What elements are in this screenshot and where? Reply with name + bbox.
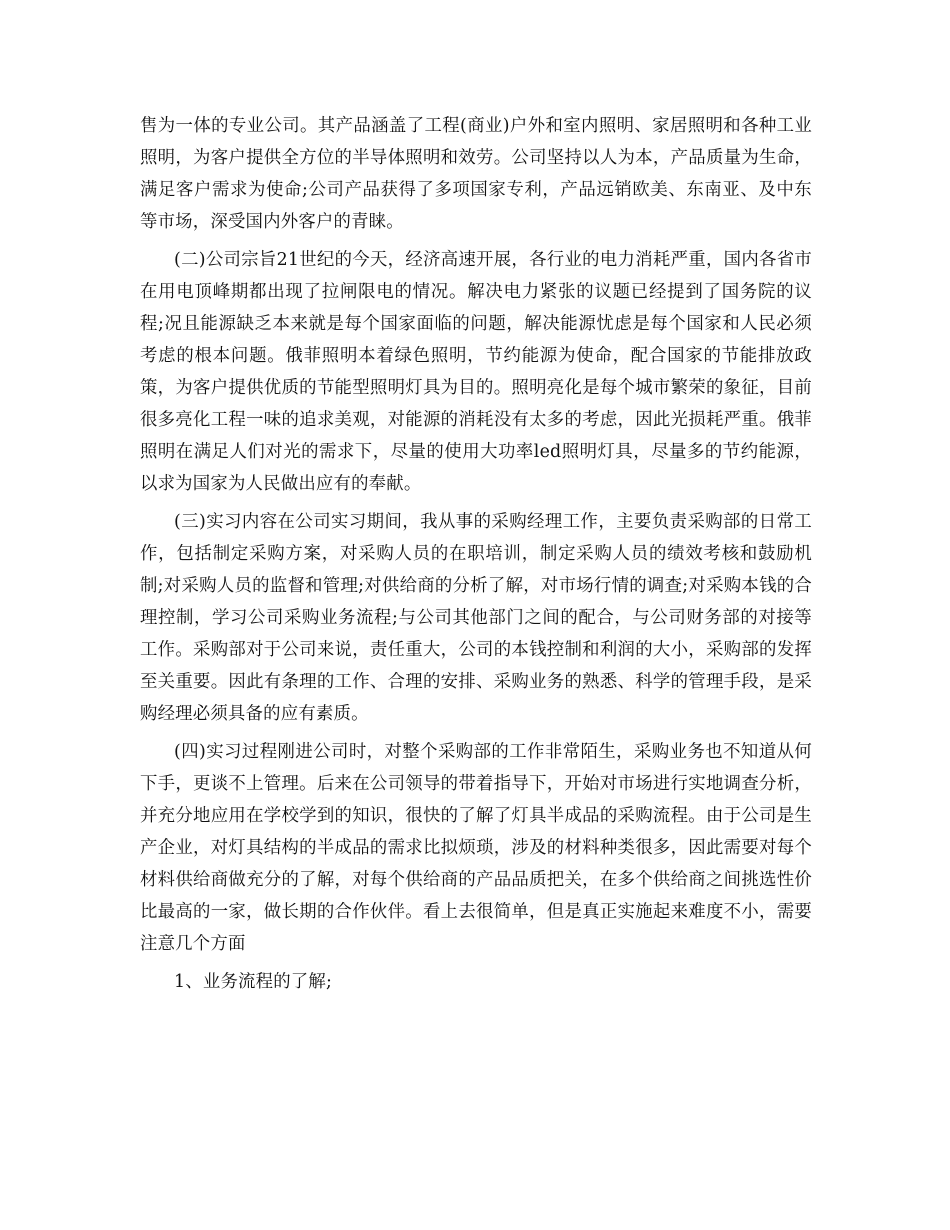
document-body (140, 110, 812, 998)
paragraph-list-item-1: 1、业务流程的了解; (174, 972, 333, 992)
paragraph-internship-content: (三)实习内容在公司实习期间，我从事的采购经理工作，主要负责采购部的日常工作，包括制定采购方案，对采购人员的在职培训，制定采购人员的绩效考核和鼓励机制;对采购人员的监督和管理;对供给商的分析了解，对市场行情的调查;对采购本钱的合理控制，学习公司采购业务流程;与公司其他部门之间的配合，与公司财务部的对接等工作。采购部对于公司来说，责任重大，公司的本钱控制和利润的大小，采购部的发挥至关重要。因此有条理的工作、合理的安排、采购业务的熟悉、科学的管理手段，是采购经理必须具备的应有素质。 (140, 512, 812, 724)
paragraph-internship-process: (四)实习过程刚进公司时，对整个采购部的工作非常陌生，采购业务也不知道从何下手，更谈不上管理。后来在公司领导的带着指导下，开始对市场进行实地调查分析，并充分地应用在学校学到的知识，很快的了解了灯具半成品的采购流程。由于公司是生产企业，对灯具结构的半成品的需求比拟烦琐，涉及的材料种类很多，因此需要对每个材料供给商做充分的了解，对每个供给商的产品品质把关，在多个供给商之间挑选性价比最高的一家，做长期的合作伙伴。看上去很简单，但是真正实施起来难度不小，需要注意几个方面 (140, 742, 812, 954)
paragraph-company-purpose: (二)公司宗旨21世纪的今天，经济高速开展，各行业的电力消耗严重，国内各省市在用电顶峰期都出现了拉闸限电的情况。解决电力紧张的议题已经提到了国务院的议程;况且能源缺乏本来就是每个国家面临的问题，解决能源忧虑是每个国家和人民必须考虑的根本问题。俄菲照明本着绿色照明，节约能源为使命，配合国家的节能排放政策，为客户提供优质的节能型照明灯具为目的。照明亮化是每个城市繁荣的象征，目前很多亮化工程一味的追求美观，对能源的消耗没有太多的考虑，因此光损耗严重。俄菲照明在满足人们对光的需求下，尽量的使用大功率led照明灯具，尽量多的节约能源，以求为国家为人民做出应有的奉献。 (140, 250, 812, 494)
paragraph-company-products: 售为一体的专业公司。其产品涵盖了工程(商业)户外和室内照明、家居照明和各种工业照明，为客户提供全方位的半导体照明和效劳。公司坚持以人为本，产品质量为生命，满足客户需求为使命;公司产品获得了多项国家专利，产品远销欧美、东南亚、及中东等市场，深受国内外客户的青睐。 (140, 116, 812, 232)
